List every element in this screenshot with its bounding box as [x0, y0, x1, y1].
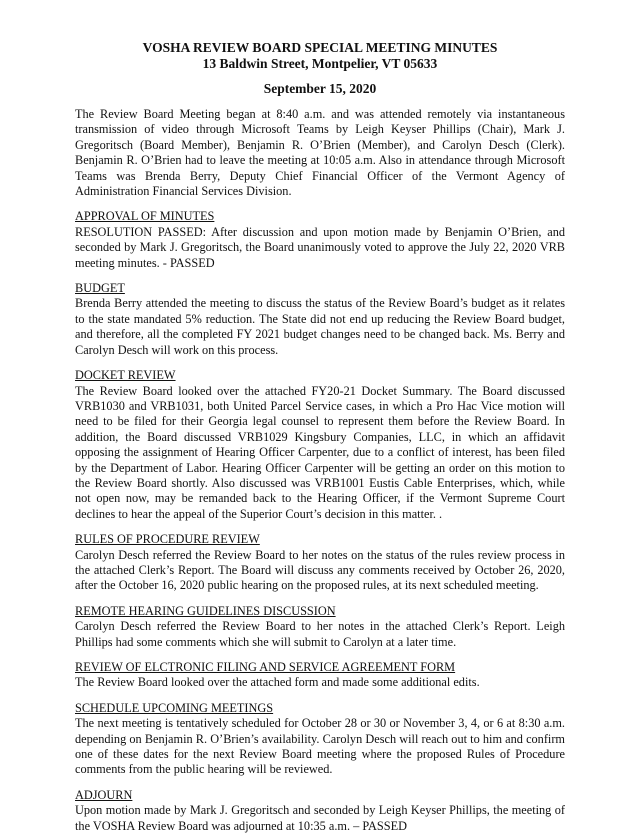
section-body: The Review Board looked over the attached form and made some additional edits.: [75, 675, 480, 690]
section-budget: [75, 281, 565, 358]
section-body: Carolyn Desch referred the Review Board to her notes on the status of the rules review process in the attached Clerk’s Report. The Board will discuss any comments received by October 26, 2020, after the October 16, 2020 public hearing on the proposed rules, at its next scheduled meeting.: [75, 547, 565, 593]
section-remote-hearing-guidelines: [75, 604, 565, 650]
document-header: [75, 40, 565, 97]
section-heading: SCHEDULE UPCOMING MEETINGS: [75, 700, 274, 715]
section-schedule-upcoming-meetings: [75, 701, 565, 778]
section-adjourn: [75, 788, 565, 834]
document-title: VOSHA REVIEW BOARD SPECIAL MEETING MINUTES: [142, 40, 498, 55]
section-body: The Review Board looked over the attached FY20-21 Docket Summary. The Board discussed VRB1030 and VRB1031, both United Parcel Service cases, in which a Pro Hac Vice motion will need to be filed for their Georgia legal counsel to represent them before the Review Board. In addition, the Board discussed VRB1029 Kingsbury Companies, LLC, in which an affidavit opposing the assignment of Hearing Officer Carpenter, due to a conflict of interest, has been filed by the Department of Labor. Hearing Officer Carpenter will be getting an order on this motion to the Review Board shortly. Also discussed was VRB1001 Eustis Cable Enterprises, which, while not open now, may be remanded back to the Hearing Officer, if the Vermont Supreme Court declines to hear the appeal of the Superior Court’s decision in this matter. .: [75, 383, 565, 521]
section-body: The next meeting is tentatively scheduled for October 28 or 30 or November 3, 4, or 6 at 8:30 a.m. depending on Benjamin R. O’Brien’s availability. Carolyn Desch will reach out to him and confirm one of these dates for the next Review Board meeting where the proposed Rules of Procedure comments from the public hearing will be reviewed.: [75, 716, 565, 777]
section-body: Upon motion made by Mark J. Gregoritsch and seconded by Leigh Keyser Phillips, the meeting of the VOSHA Review Board was adjourned at 10:35 a.m. – PASSED: [75, 803, 565, 833]
section-approval-of-minutes: [75, 209, 565, 271]
section-heading: ADJOURN: [75, 787, 133, 802]
section-heading: DOCKET REVIEW: [75, 368, 176, 383]
section-heading: BUDGET: [75, 281, 125, 296]
document-address: 13 Baldwin Street, Montpelier, VT 05633: [202, 56, 438, 71]
section-body: RESOLUTION PASSED: After discussion and upon motion made by Benjamin O’Brien, and seconded by Mark J. Gregoritsch, the Board unanimously voted to approve the July 22, 2020 VRB meeting minutes. - PASSED: [75, 224, 565, 270]
section-docket-review: [75, 368, 565, 522]
section-heading: REVIEW OF ELCTRONIC FILING AND SERVICE AGREEMENT FORM: [75, 660, 456, 674]
section-electronic-filing-form: [75, 660, 565, 691]
section-body: Carolyn Desch referred the Review Board to her notes in the attached Clerk’s Report. Leigh Phillips had some comments which she will submit to Carolyn at a later time.: [75, 619, 565, 649]
section-heading: APPROVAL OF MINUTES: [75, 209, 215, 224]
section-rules-of-procedure-review: [75, 532, 565, 594]
section-heading: RULES OF PROCEDURE REVIEW: [75, 532, 260, 547]
intro-paragraph: The Review Board Meeting began at 8:40 a.m. and was attended remotely via instantaneous transmission of video through Microsoft Teams by Leigh Keyser Phillips (Chair), Mark J. Gregoritsch (Board Member), Benjamin R. O’Brien (Member), and Carolyn Desch (Clerk). Benjamin R. O’Brien had to leave the meeting at 10:05 a.m. Also in attendance through Microsoft Teams was Brenda Berry, Deputy Chief Financial Officer of the Vermont Agency of Administration Financial Services Division.: [75, 107, 565, 199]
section-body: Brenda Berry attended the meeting to discuss the status of the Review Board’s budget as it relates to the state mandated 5% reduction. The State did not end up reducing the Review Board budget, and therefore, all the completed FY 2021 budget changes need to be changed back. Ms. Berry and Carolyn Desch will work on this process.: [75, 296, 565, 357]
meeting-date: September 15, 2020: [263, 81, 377, 96]
section-heading: REMOTE HEARING GUIDELINES DISCUSSION: [75, 603, 336, 618]
